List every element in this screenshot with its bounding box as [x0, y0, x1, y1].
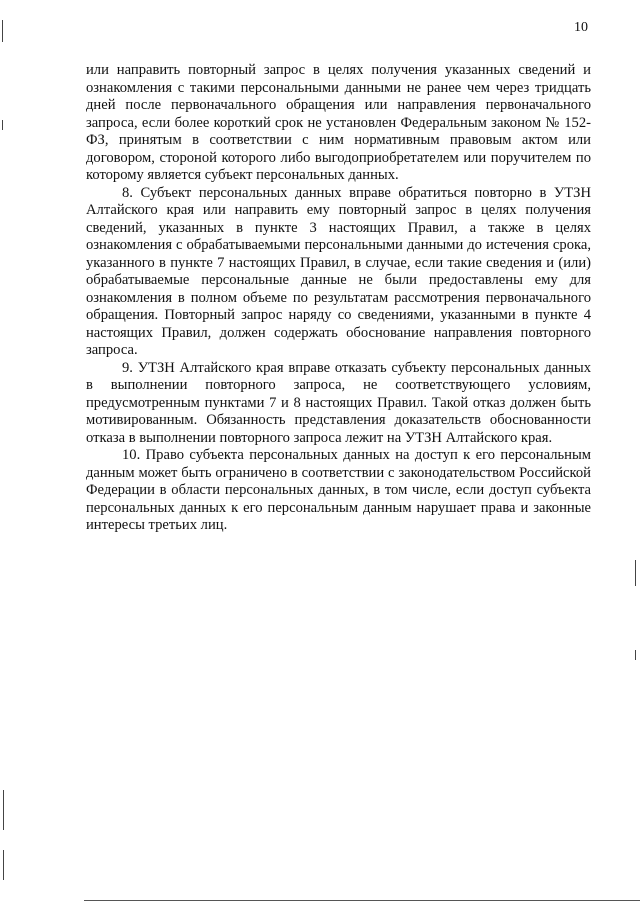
paragraph-item-10: 10. Право субъекта персональных данных на доступ к его персональным данным может быть ограничено в соответствии с законодательством Российской Федерации в области персональных данных, в том числе, если доступ субъекта персональных данных к его персональным данным нарушает права и законные интересы третьих лиц. [86, 447, 591, 533]
scan-mark [2, 120, 3, 130]
scan-mark [3, 850, 4, 880]
paragraph-item-9: 9. УТЗН Алтайского края вправе отказать субъекту персональных данных в выполнении повторного запроса, не соответствующего условиям, предусмотренным пунктами 7 и 8 настоящих Правил. Такой отказ должен быть мотивированным. Обязанность представления доказательств обоснованности отказа в выполнении повторного запроса лежит на УТЗН Алтайского края. [86, 359, 591, 446]
scan-mark [635, 650, 636, 660]
scan-mark [635, 560, 636, 586]
paragraph-continuation: или направить повторный запрос в целях получения указанных сведений и ознакомления с такими персональными данными не ранее чем через тридцать дней после первоначального обращения или направления первоначального запроса, если более короткий срок не установлен Федеральным законом № 152-ФЗ, принятым в соответствии с ним нормативным правовым актом или договором, стороной которого либо выгодоприобретателем или поручителем по которому является субъект персональных данных. [86, 62, 591, 183]
document-body [86, 62, 591, 535]
scan-mark [3, 790, 4, 830]
footer-rule [84, 900, 640, 901]
page-number: 10 [574, 20, 588, 35]
paragraph-item-8: 8. Субъект персональных данных вправе обратиться повторно в УТЗН Алтайского края или направить ему повторный запрос в целях получения сведений, указанных в пункте 3 настоящих Правил, а также в целях ознакомления с обрабатываемыми персональными данными до истечения срока, указанного в пункте 7 настоящих Правил, в случае, если такие сведения и (или) обрабатываемые персональные данные не были предоставлены ему для ознакомления в полном объеме по результатам рассмотрения первоначального обращения. Повторный запрос наряду со сведениями, указанными в пункте 4 настоящих Правил, должен содержать обоснование направления повторного запроса. [86, 184, 591, 358]
scan-mark [2, 20, 3, 42]
